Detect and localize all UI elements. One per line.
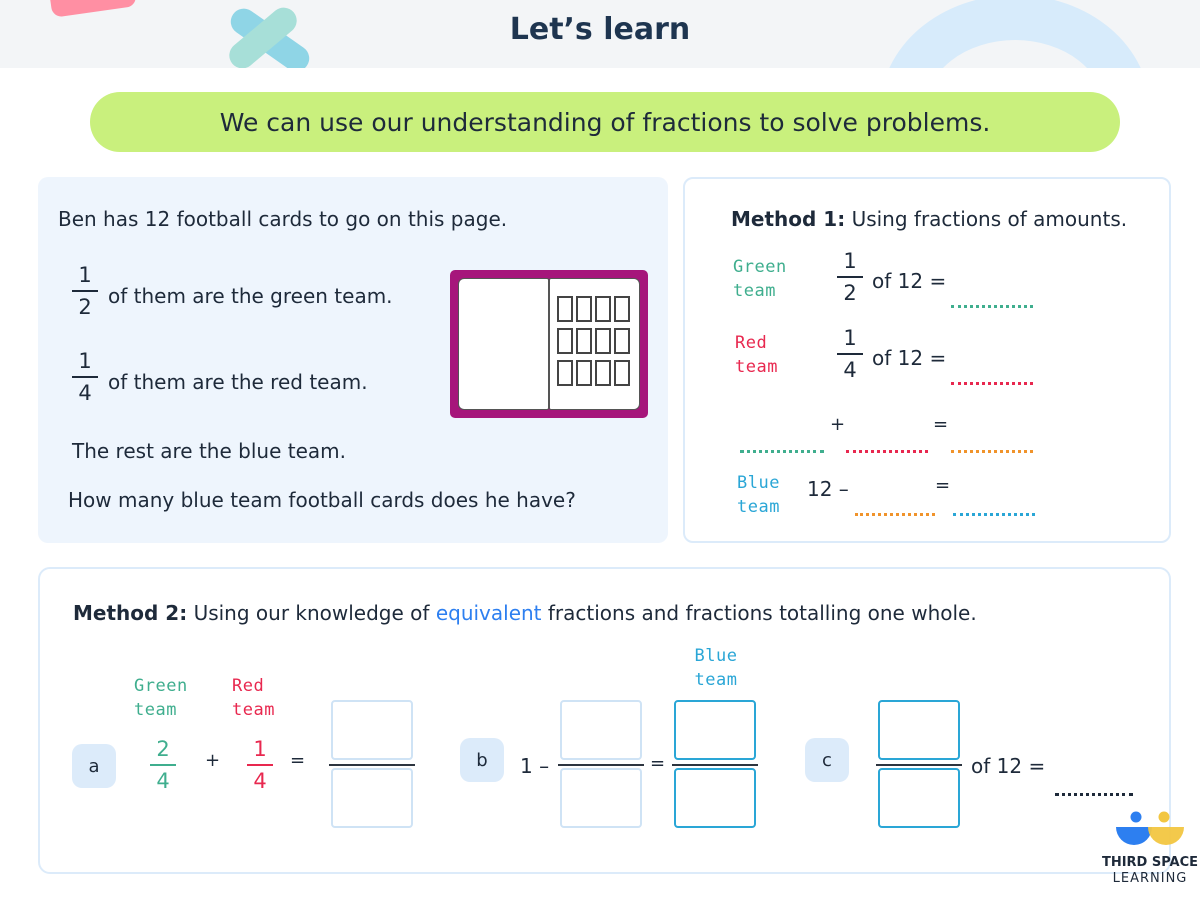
method1-red-fraction: 1 4 [835, 326, 865, 382]
part-a-fraction-bar [329, 764, 415, 766]
part-a-green-team-label: Green team [134, 676, 188, 720]
part-a-plus: + [205, 750, 221, 771]
part-b-one-minus: 1 – [520, 754, 550, 778]
part-b-equals: = [650, 753, 666, 774]
logo-text-line1: THIRD SPACE [1101, 855, 1199, 870]
part-c-of12: of 12 = [971, 754, 1046, 778]
sum-blank-red[interactable] [846, 450, 928, 453]
problem-question: How many blue team football cards does he have? [68, 488, 576, 512]
method1-of12-red: of 12 = [872, 346, 947, 370]
part-c-denominator-box[interactable] [878, 768, 960, 828]
method2-heading [73, 601, 977, 625]
subtract-blank[interactable] [855, 513, 935, 516]
blue-answer-blank[interactable] [953, 513, 1035, 516]
method2-description-end: fractions and fractions totalling one whole. [547, 601, 977, 625]
logo-text-line2: LEARNING [1112, 871, 1188, 886]
learning-objective-banner: We can use our understanding of fractions to solve problems. [90, 92, 1120, 152]
green-fraction: 1 2 [70, 263, 100, 319]
method1-green-fraction: 1 2 [835, 249, 865, 305]
method1-panel [683, 177, 1171, 543]
method1-label: Method 1: [731, 207, 846, 231]
method2-label: Method 2: [73, 601, 188, 625]
part-c-badge: c [805, 738, 849, 782]
card-album-illustration [450, 270, 648, 418]
red-team-statement: of them are the red team. [108, 370, 368, 394]
problem-intro: Ben has 12 football cards to go on this page. [58, 207, 508, 231]
method2-description-start: Using our knowledge of [193, 601, 430, 625]
red-fraction: 1 4 [70, 349, 100, 405]
blue-team-statement: The rest are the blue team. [72, 439, 346, 463]
logo-icon [1100, 805, 1200, 855]
equivalent-keyword: equivalent [435, 601, 542, 625]
green-team-statement: of them are the green team. [108, 284, 393, 308]
plus-sign: + [830, 414, 846, 435]
header [0, 0, 1200, 68]
part-c-answer-blank[interactable] [1055, 793, 1133, 796]
part-a-equals: = [290, 750, 306, 771]
part-b-blue-fraction-bar [672, 764, 758, 766]
blue-equals-sign: = [935, 475, 951, 496]
card-slots [557, 296, 630, 386]
part-a-numerator-box[interactable] [331, 700, 413, 760]
method1-heading [731, 207, 1127, 231]
method1-description: Using fractions of amounts. [851, 207, 1128, 231]
answer-blank-red[interactable] [951, 382, 1033, 385]
part-b-blue-numerator-box[interactable] [674, 700, 756, 760]
method1-green-team-label: Green team [733, 257, 787, 301]
part-a-badge: a [72, 744, 116, 788]
page-title: Let’s learn [509, 12, 691, 47]
equals-sign: = [933, 414, 949, 435]
part-c-numerator-box[interactable] [878, 700, 960, 760]
part-b-fraction-bar [558, 764, 644, 766]
twelve-minus: 12 – [807, 477, 849, 501]
part-b-blue-denominator-box[interactable] [674, 768, 756, 828]
part-a-red-team-label: Red team [232, 676, 275, 720]
part-b-denominator-box[interactable] [560, 768, 642, 828]
method1-of12-green: of 12 = [872, 269, 947, 293]
method1-blue-team-label: Blue team [737, 473, 780, 517]
answer-blank-green[interactable] [951, 305, 1033, 308]
part-b-numerator-box[interactable] [560, 700, 642, 760]
part-b-blue-team-label: Blue team [694, 646, 738, 690]
part-b-badge: b [460, 738, 504, 782]
part-c-fraction-bar [876, 764, 962, 766]
part-a-denominator-box[interactable] [331, 768, 413, 828]
part-a-fraction-green: 2 4 [148, 737, 178, 793]
part-a-fraction-red: 1 4 [245, 737, 275, 793]
sum-blank-total[interactable] [951, 450, 1033, 453]
sum-blank-green[interactable] [740, 450, 824, 453]
third-space-learning-logo [1100, 805, 1200, 895]
method1-red-team-label: Red team [735, 333, 778, 377]
